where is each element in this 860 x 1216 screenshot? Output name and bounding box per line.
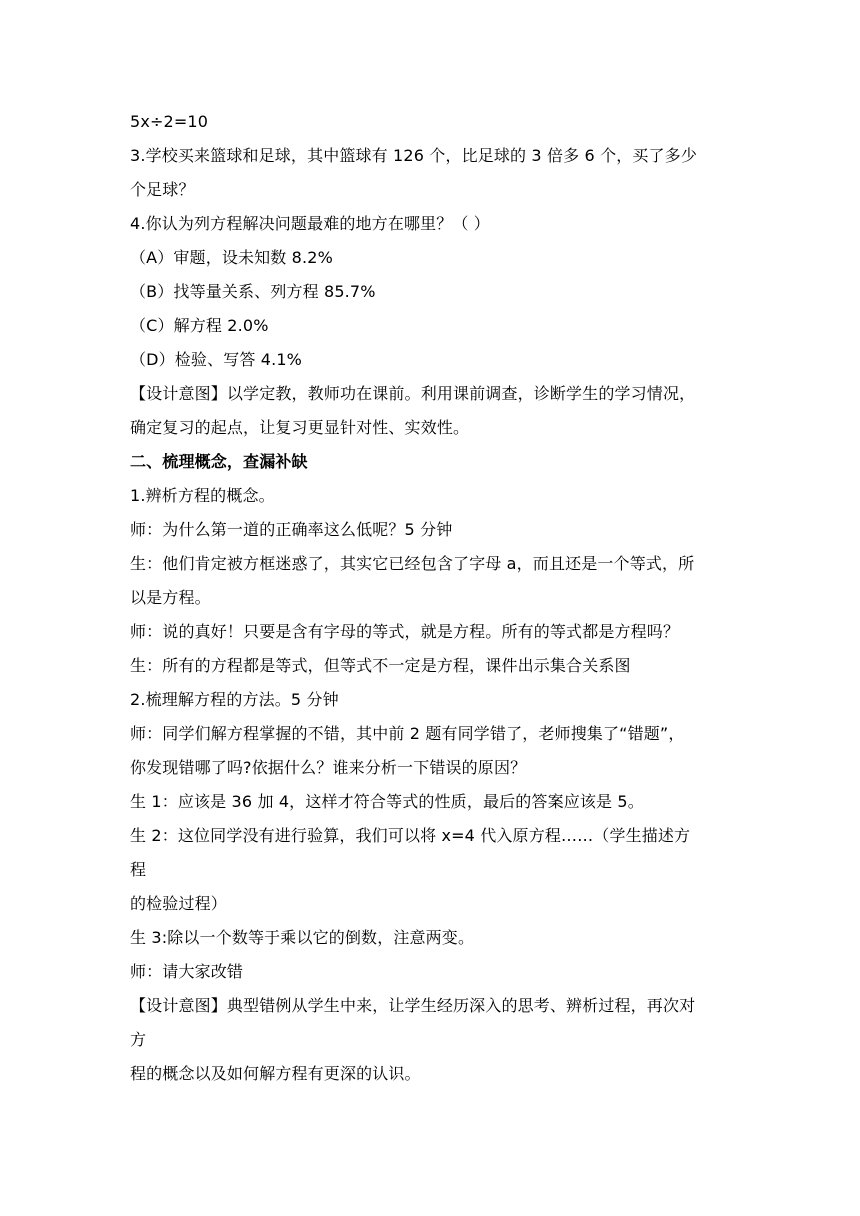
subsection-2-heading: 2.梳理解方程的方法。5 分钟 <box>130 690 339 709</box>
design-intent-2-line-1: 【设计意图】典型错例从学生中来，让学生经历深入的思考、辨析过程，再次对 <box>130 996 696 1015</box>
section-heading: 二、梳理概念，查漏补缺 <box>130 452 308 471</box>
design-intent-1-line-2: 确定复习的起点，让复习更显针对性、实效性。 <box>130 418 470 437</box>
equation-line: 5x÷2=10 <box>130 112 209 131</box>
dialogue-line: 你发现错哪了吗?依据什么？谁来分析一下错误的原因？ <box>130 758 527 777</box>
option-d: （D）检验、写答 4.1% <box>130 350 303 369</box>
dialogue-line: 的检验过程） <box>130 894 227 913</box>
option-a: （A）审题，设未知数 8.2% <box>130 248 333 267</box>
dialogue-line: 师：请大家改错 <box>130 962 244 981</box>
dialogue-line: 程 <box>130 860 147 879</box>
dialogue-line: 生 1：应该是 36 加 4，这样才符合等式的性质，最后的答案应该是 5。 <box>130 792 644 811</box>
subsection-1-heading: 1.辨析方程的概念。 <box>130 486 275 505</box>
design-intent-1-line-1: 【设计意图】以学定教，教师功在课前。利用课前调查，诊断学生的学习情况， <box>130 384 696 403</box>
question-3-line-2: 个足球？ <box>130 180 195 199</box>
dialogue-line: 师：说的真好！只要是含有字母的等式，就是方程。所有的等式都是方程吗？ <box>130 622 680 641</box>
design-intent-2-line-3: 程的概念以及如何解方程有更深的认识。 <box>130 1064 421 1083</box>
dialogue-line: 师：为什么第一道的正确率这么低呢？5 分钟 <box>130 520 453 539</box>
question-4: 4.你认为列方程解决问题最难的地方在哪里？（ ） <box>130 214 490 233</box>
dialogue-line: 生 2：这位同学没有进行验算，我们可以将 x=4 代入原方程……（学生描述方 <box>130 826 691 845</box>
dialogue-line: 师：同学们解方程掌握的不错，其中前 2 题有同学错了，老师搜集了“错题”， <box>130 724 685 743</box>
design-intent-2-line-2: 方 <box>130 1030 147 1049</box>
option-b: （B）找等量关系、列方程 85.7% <box>130 282 376 301</box>
dialogue-line: 生：他们肯定被方框迷惑了，其实它已经包含了字母 a，而且还是一个等式，所 <box>130 554 695 573</box>
dialogue-line: 生 3:除以一个数等于乘以它的倒数，注意两变。 <box>130 928 475 947</box>
dialogue-line: 以是方程。 <box>130 588 211 607</box>
dialogue-line: 生：所有的方程都是等式，但等式不一定是方程，课件出示集合关系图 <box>130 656 631 675</box>
option-c: （C）解方程 2.0% <box>130 316 269 335</box>
question-3-line-1: 3.学校买来篮球和足球，其中篮球有 126 个，比足球的 3 倍多 6 个，买了多少 <box>130 146 697 165</box>
